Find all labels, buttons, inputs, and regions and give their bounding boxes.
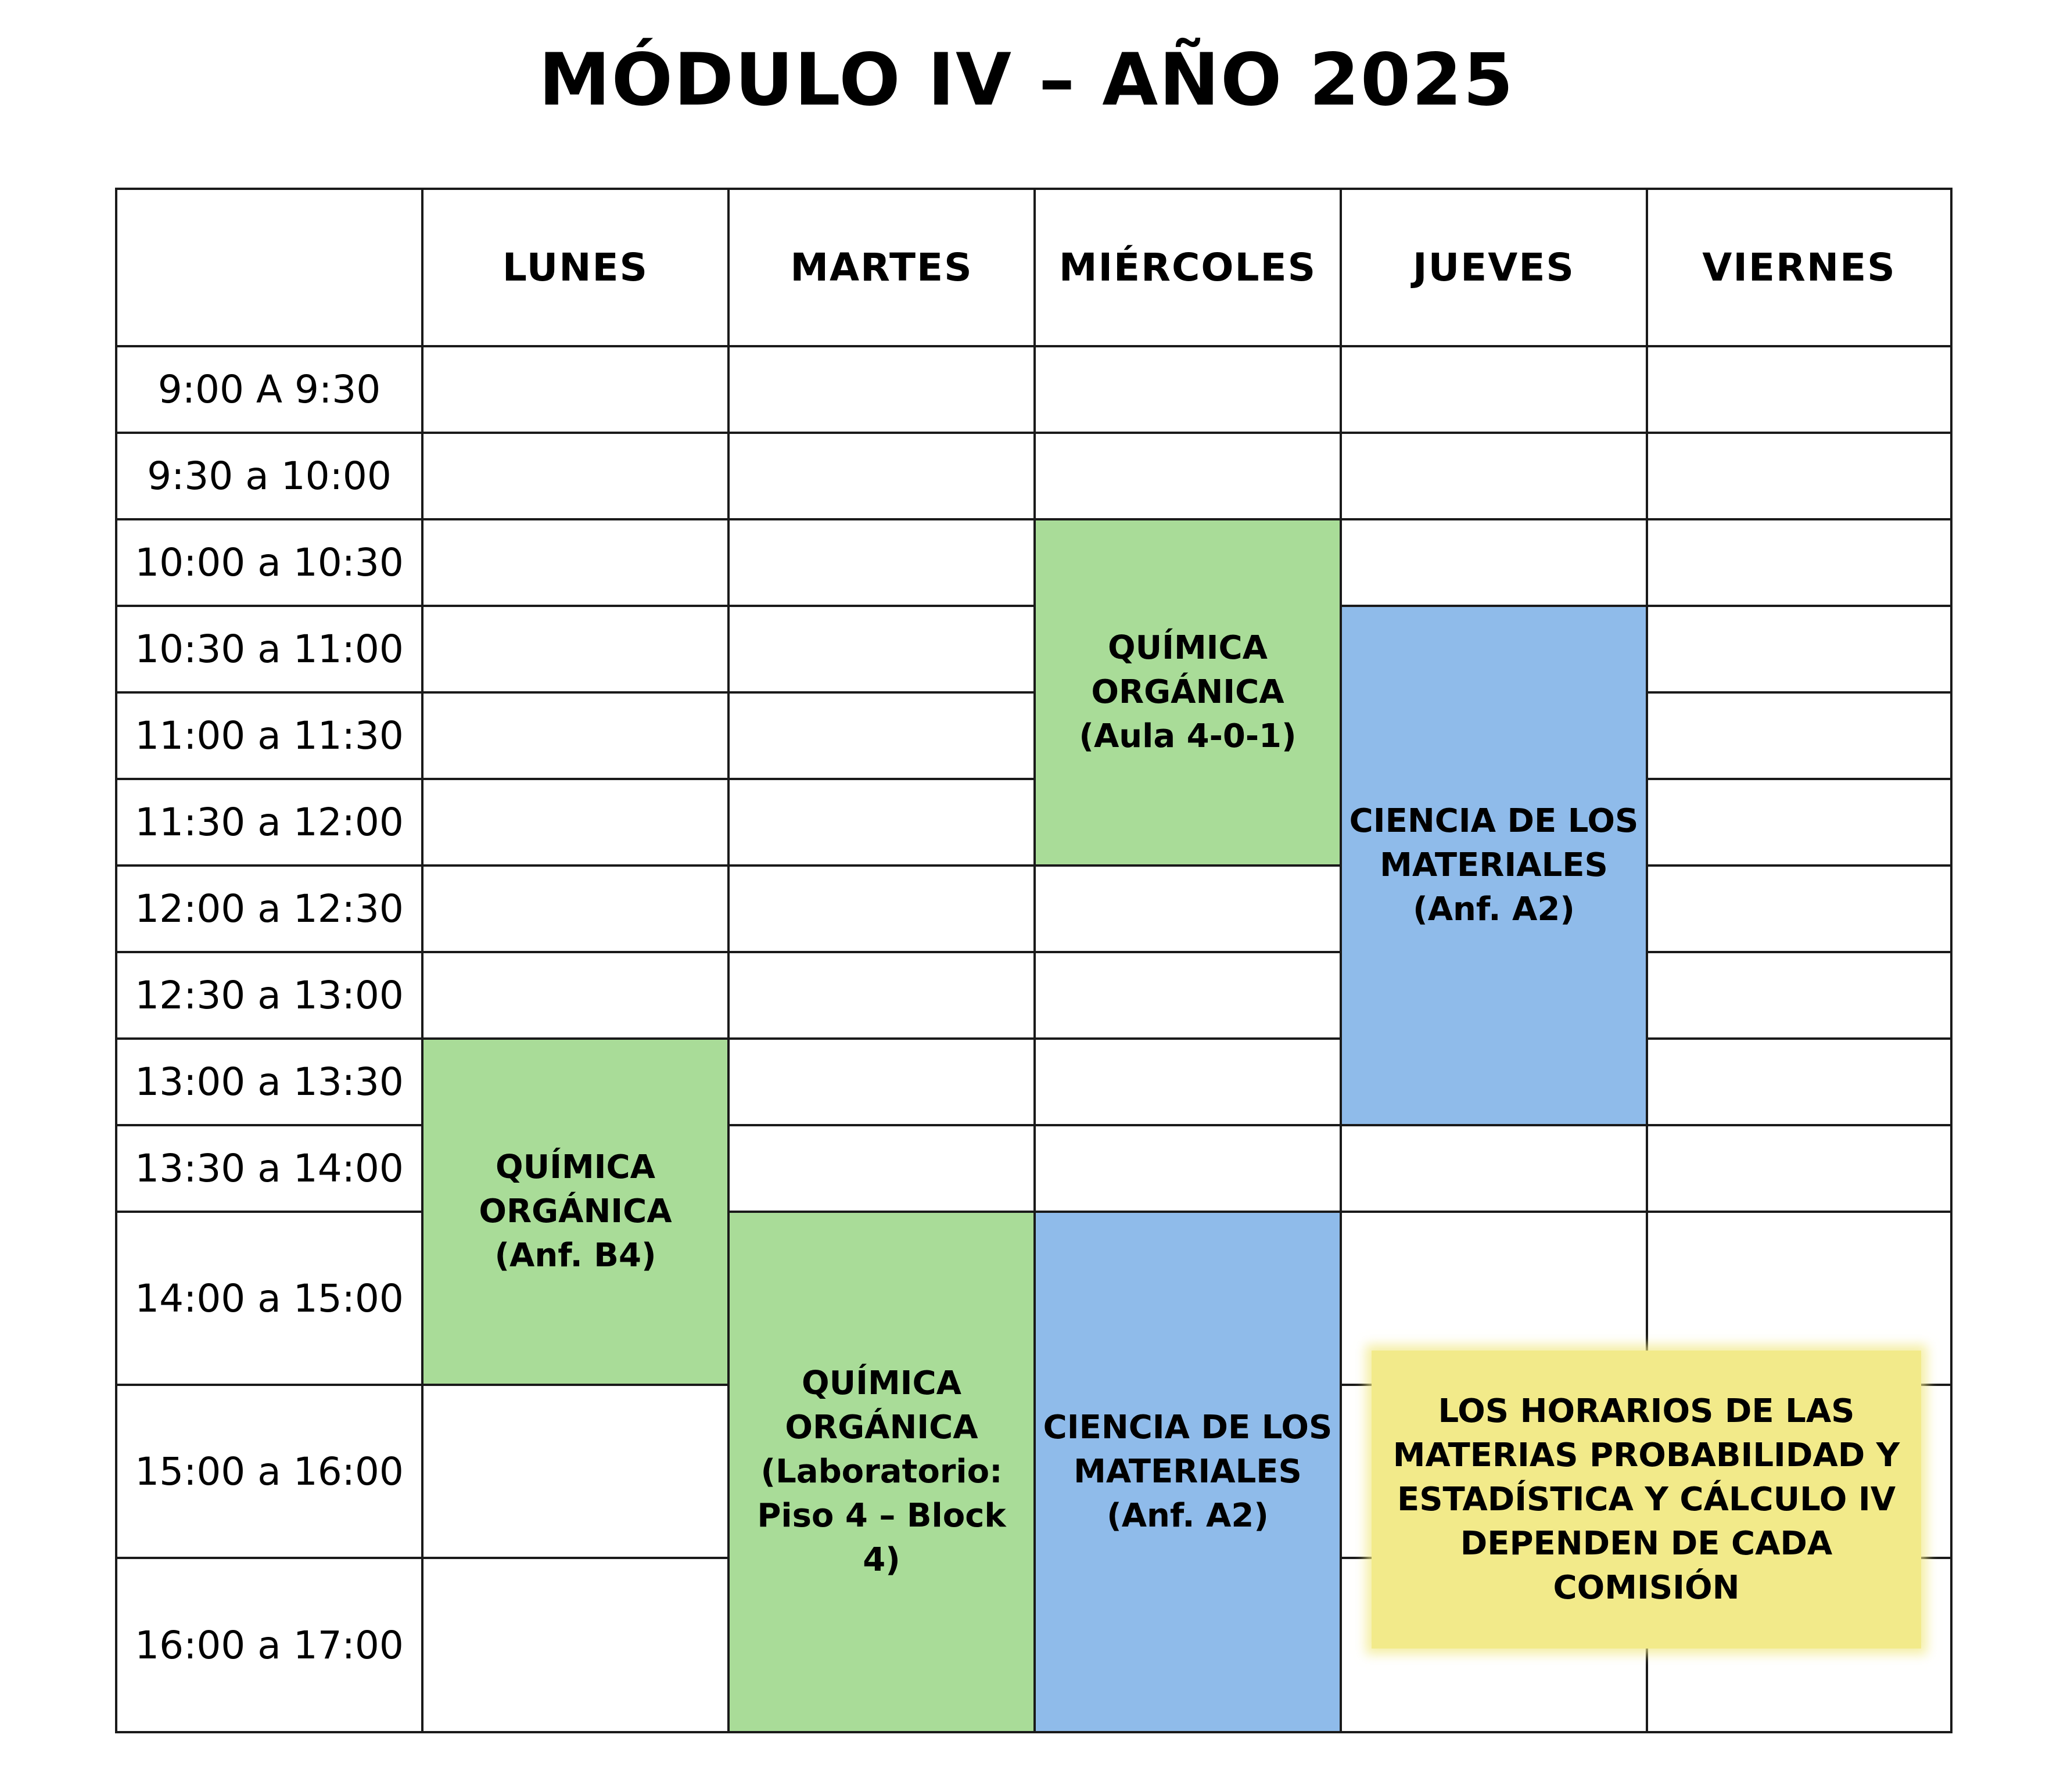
grid-line-horizontal [727, 1211, 1036, 1213]
grid-line-horizontal [1646, 1211, 1952, 1213]
grid-line-vertical [1033, 188, 1036, 1733]
note-box [1372, 1351, 1921, 1649]
grid-line-horizontal [727, 1124, 1036, 1126]
grid-line-horizontal [421, 1731, 730, 1733]
class-block-line: Piso 4 – Block 4) [757, 1497, 1006, 1579]
grid-line-horizontal [421, 1557, 730, 1559]
class-block-line: (Anf. A2) [1107, 1497, 1269, 1535]
grid-line-vertical [1950, 188, 1952, 1733]
grid-line-horizontal [1340, 432, 1648, 434]
grid-line-horizontal [1646, 1124, 1952, 1126]
grid-line-horizontal [1033, 1211, 1342, 1213]
grid-line-horizontal [1340, 1211, 1648, 1213]
class-block-line: (Aula 4-0-1) [1079, 717, 1297, 755]
grid-line-horizontal [1340, 605, 1648, 607]
note-line: COMISIÓN [1553, 1568, 1740, 1607]
time-slot-label: 15:00 a 16:00 [135, 1449, 404, 1494]
grid-line-horizontal [421, 864, 730, 867]
grid-line-horizontal [1646, 605, 1952, 607]
grid-line-horizontal [727, 1731, 1036, 1733]
grid-line-horizontal [1033, 864, 1342, 867]
class-block-line: ORGÁNICA [479, 1193, 672, 1230]
time-slot-label: 10:30 a 11:00 [135, 627, 404, 671]
grid-line-horizontal [1646, 518, 1952, 520]
time-slot-label: 16:00 a 17:00 [135, 1622, 404, 1668]
time-slot-label: 9:00 A 9:30 [157, 367, 381, 412]
grid-line-vertical [1340, 188, 1342, 1733]
class-block-line: (Laboratorio: [760, 1453, 1003, 1491]
time-slot-label: 11:30 a 12:00 [135, 800, 404, 845]
grid-line-horizontal [1646, 1037, 1952, 1040]
grid-line-horizontal [1646, 778, 1952, 780]
grid-line-horizontal [727, 691, 1036, 694]
class-block [728, 1212, 1035, 1732]
grid-line-horizontal [727, 605, 1036, 607]
grid-line-horizontal [115, 188, 423, 190]
class-block [422, 1039, 728, 1385]
grid-line-horizontal [421, 1384, 730, 1386]
grid-line-horizontal [421, 518, 730, 520]
day-header: MARTES [790, 245, 973, 290]
grid-line-horizontal [727, 864, 1036, 867]
grid-line-horizontal [1033, 518, 1342, 520]
grid-line-horizontal [1033, 1124, 1342, 1126]
class-block-line: CIENCIA DE LOS [1349, 802, 1639, 840]
grid-line-horizontal [1646, 1731, 1952, 1733]
grid-line-horizontal [1340, 1731, 1648, 1733]
time-slot-label: 13:00 a 13:30 [135, 1060, 404, 1104]
grid-line-vertical [727, 188, 730, 1733]
grid-line-horizontal [421, 432, 730, 434]
grid-line-horizontal [1340, 1124, 1648, 1126]
grid-line-horizontal [421, 778, 730, 780]
time-slot-label: 13:30 a 14:00 [135, 1146, 404, 1191]
time-slot-label: 14:00 a 15:00 [135, 1276, 404, 1321]
note-line: ESTADÍSTICA Y CÁLCULO IV [1397, 1480, 1896, 1518]
grid-line-horizontal [1646, 432, 1952, 434]
grid-line-horizontal [1646, 691, 1952, 694]
note-line: DEPENDEN DE CADA [1460, 1524, 1833, 1563]
grid-line-horizontal [421, 1037, 730, 1040]
note-line: LOS HORARIOS DE LAS [1438, 1392, 1855, 1430]
class-block-line: QUÍMICA [802, 1364, 961, 1402]
class-block-line: MATERIALES [1074, 1453, 1302, 1491]
grid-line-horizontal [1033, 1731, 1342, 1733]
day-header: LUNES [502, 245, 649, 290]
grid-line-horizontal [727, 951, 1036, 953]
class-block-line: MATERIALES [1380, 846, 1608, 884]
time-slot-label: 11:00 a 11:30 [135, 713, 404, 758]
grid-line-horizontal [1033, 1037, 1342, 1040]
page-title: MÓDULO IV – AÑO 2025 [539, 38, 1514, 122]
class-block-line: (Anf. B4) [494, 1237, 656, 1274]
grid-line-horizontal [1340, 518, 1648, 520]
grid-line-horizontal [421, 951, 730, 953]
day-header: MIÉRCOLES [1058, 245, 1317, 290]
time-slot-label: 12:00 a 12:30 [135, 886, 404, 931]
day-header: VIERNES [1702, 245, 1896, 290]
class-block [1035, 1212, 1341, 1732]
class-block [1035, 519, 1341, 866]
class-block-line: (Anf. A2) [1413, 890, 1575, 928]
time-slot-label: 9:30 a 10:00 [147, 454, 392, 498]
day-header: JUEVES [1413, 245, 1575, 290]
grid-line-horizontal [1033, 951, 1342, 953]
grid-line-horizontal [1646, 951, 1952, 953]
grid-line-horizontal [1033, 432, 1342, 434]
class-block-line: QUÍMICA [496, 1148, 655, 1186]
class-block-line: ORGÁNICA [785, 1409, 978, 1446]
class-block-line: ORGÁNICA [1091, 673, 1284, 711]
time-slot-label: 12:30 a 13:00 [135, 973, 404, 1018]
grid-line-horizontal [727, 1037, 1036, 1040]
grid-line-horizontal [727, 778, 1036, 780]
time-slot-label: 10:00 a 10:30 [135, 540, 404, 585]
class-block [1341, 606, 1647, 1125]
grid-line-horizontal [727, 432, 1036, 434]
note-line: MATERIAS PROBABILIDAD Y [1392, 1436, 1900, 1474]
grid-line-horizontal [727, 518, 1036, 520]
grid-line-horizontal [1646, 864, 1952, 867]
grid-line-horizontal [421, 691, 730, 694]
class-block-line: QUÍMICA [1108, 629, 1268, 667]
class-block-line: CIENCIA DE LOS [1043, 1409, 1333, 1446]
grid-line-horizontal [421, 605, 730, 607]
